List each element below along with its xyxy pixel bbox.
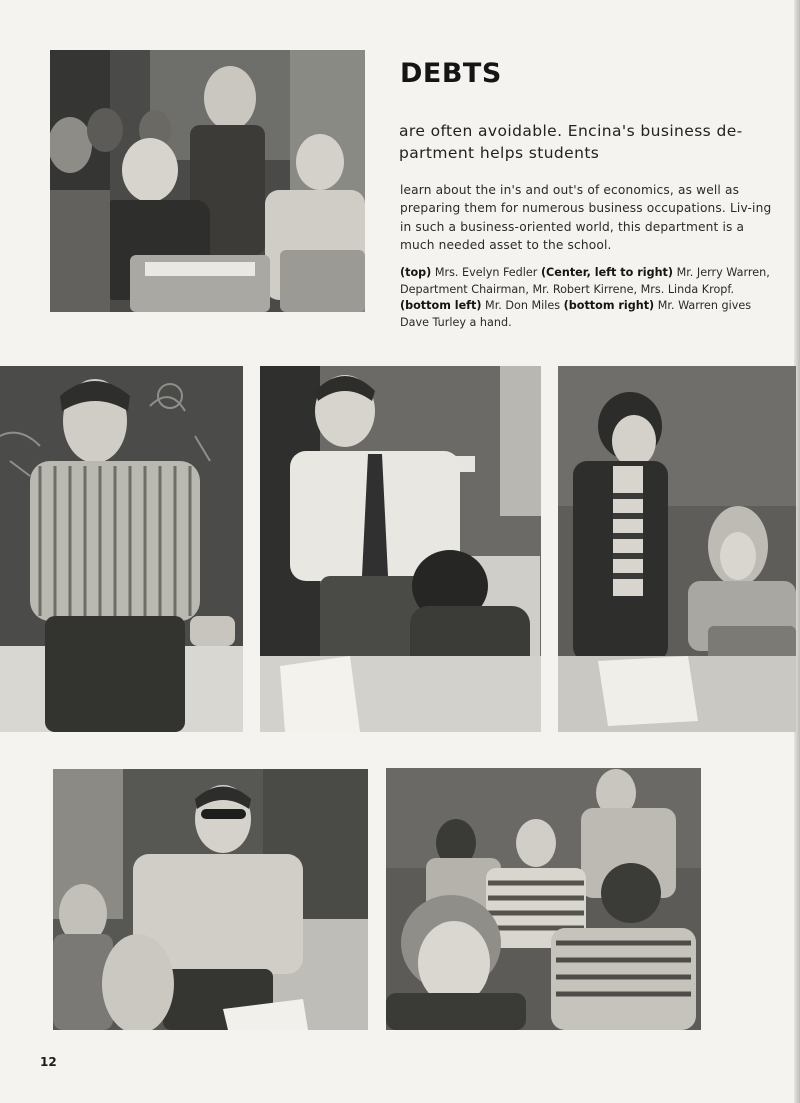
caption-label-center: (Center, left to right) (540, 266, 674, 279)
caption-text-center: Mr. Jerry Warren, Department Chairman, Mr. Robert Kirrene, Mrs. Linda Kropf. (400, 266, 770, 296)
caption-text-top: Mrs. Evelyn Fedler (431, 266, 541, 279)
article-headline: DEBTS (400, 58, 502, 89)
caption-text-bottom-right: Mr. Warren gives Dave Turley a hand. (400, 299, 752, 329)
photo-caption (400, 265, 772, 331)
photo-teacher-chalkboard (0, 366, 243, 732)
caption-text-bottom-left: Mr. Don Miles (481, 299, 564, 313)
photo-teacher-glasses (53, 769, 368, 1030)
caption-label-top: (top) (400, 266, 432, 279)
article-body: learn about the in's and out's of economics, as well as preparing them for numerous business occupations. Liv-ing in such a business-oriented world, this department is a much needed asset to the school. (400, 183, 772, 253)
photo-typing-class (50, 50, 365, 312)
article-lead: are often avoidable. Encina's business de-partment helps students (399, 122, 743, 162)
page-number: 12 (40, 1055, 57, 1069)
photo-teacher-with-student (260, 366, 541, 732)
photo-teacher-standing (558, 366, 796, 732)
caption-label-bottom-right: (bottom right) (563, 299, 655, 313)
caption-label-bottom-left: (bottom left) (400, 299, 482, 313)
photo-classroom-help (386, 768, 701, 1030)
